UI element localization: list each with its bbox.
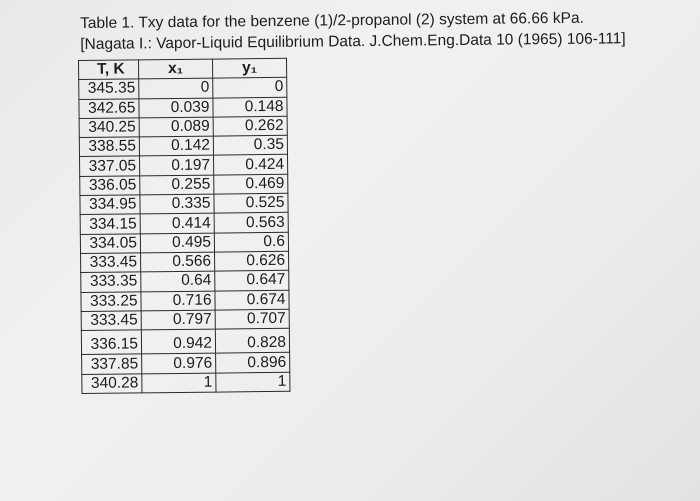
table-row <box>82 372 290 393</box>
cell-temperature: 333.25 <box>81 291 141 311</box>
table-row <box>81 271 289 292</box>
cell-x1: 0 <box>139 78 213 98</box>
cell-y1: 0.674 <box>215 290 289 310</box>
cell-x1: 0.039 <box>139 98 213 118</box>
txy-data-table <box>78 58 290 394</box>
cell-y1: 0.148 <box>213 97 287 117</box>
cell-temperature: 334.05 <box>80 234 140 254</box>
table-row <box>79 135 287 156</box>
cell-temperature: 337.05 <box>80 156 140 176</box>
table-row <box>81 290 289 311</box>
header-x1: x₁ <box>139 59 213 79</box>
cell-x1: 0.64 <box>141 271 215 291</box>
cell-y1: 0.525 <box>214 193 288 213</box>
cell-x1: 0.566 <box>141 252 215 272</box>
cell-temperature: 334.15 <box>80 214 140 234</box>
cell-temperature: 340.28 <box>82 374 142 394</box>
cell-temperature: 333.45 <box>81 253 141 273</box>
header-y1: y₁ <box>212 58 286 78</box>
cell-x1: 0.414 <box>140 213 214 233</box>
table-row <box>79 97 287 118</box>
cell-y1: 0.626 <box>215 251 289 271</box>
cell-temperature: 334.95 <box>80 195 140 215</box>
cell-temperature: 333.35 <box>81 272 141 292</box>
cell-y1: 0.647 <box>215 271 289 291</box>
table-row <box>79 78 287 99</box>
cell-y1: 1 <box>216 372 290 392</box>
cell-y1: 0.896 <box>216 353 290 373</box>
cell-y1: 0.424 <box>214 155 288 175</box>
cell-x1: 0.142 <box>139 136 213 156</box>
table-row <box>81 328 289 354</box>
cell-x1: 0.797 <box>141 310 215 330</box>
cell-y1: 0.828 <box>215 328 289 353</box>
cell-temperature: 338.55 <box>79 137 139 157</box>
table-row <box>81 251 289 272</box>
cell-y1: 0.6 <box>214 232 288 252</box>
header-row <box>79 58 287 79</box>
table-caption <box>80 7 626 55</box>
cell-y1: 0.262 <box>213 116 287 136</box>
cell-y1: 0.707 <box>215 309 289 329</box>
table-row <box>80 155 288 176</box>
cell-temperature: 340.25 <box>79 118 139 138</box>
cell-temperature: 337.85 <box>82 354 142 374</box>
cell-temperature: 336.15 <box>81 330 141 355</box>
cell-y1: 0.469 <box>214 174 288 194</box>
cell-temperature: 333.45 <box>81 311 141 331</box>
caption-reference: [Nagata I.: Vapor-Liquid Equilibrium Data. J.Chem.Eng.Data 10 (1965) 106-111] <box>80 30 626 53</box>
table-row <box>79 116 287 137</box>
table-row <box>80 193 288 214</box>
table-row <box>80 232 288 253</box>
cell-y1: 0.563 <box>214 213 288 233</box>
cell-x1: 0.335 <box>140 194 214 214</box>
cell-x1: 0.976 <box>142 354 216 374</box>
cell-x1: 0.197 <box>140 156 214 176</box>
table-row <box>82 353 290 374</box>
cell-y1: 0 <box>213 78 287 98</box>
cell-y1: 0.35 <box>213 135 287 155</box>
table-row <box>80 213 288 234</box>
table-row <box>81 309 289 330</box>
cell-temperature: 345.35 <box>79 79 139 99</box>
cell-x1: 0.089 <box>139 117 213 137</box>
header-temperature: T, K <box>79 60 139 80</box>
cell-x1: 0.942 <box>141 329 215 354</box>
caption-title: Table 1. Txy data for the benzene (1)/2-propanol (2) system at 66.66 kPa. <box>80 9 584 32</box>
cell-temperature: 342.65 <box>79 98 139 118</box>
cell-x1: 0.255 <box>140 175 214 195</box>
cell-x1: 0.495 <box>140 233 214 253</box>
cell-x1: 0.716 <box>141 291 215 311</box>
cell-temperature: 336.05 <box>80 176 140 196</box>
cell-x1: 1 <box>142 373 216 393</box>
table-row <box>80 174 288 195</box>
